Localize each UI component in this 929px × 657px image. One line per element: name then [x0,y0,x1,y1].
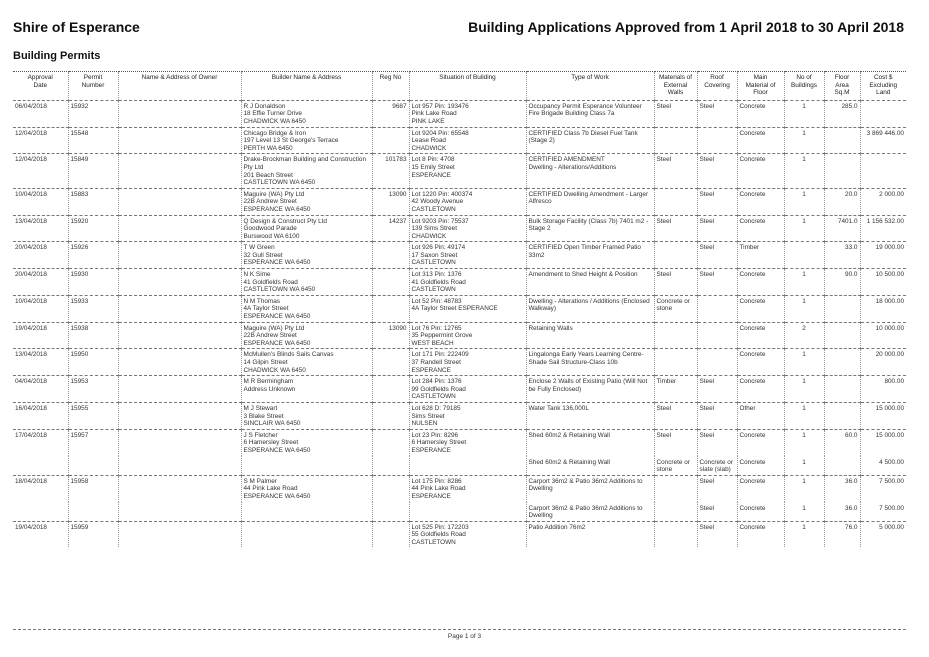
cell-type-of-work: Bulk Storage Facility (Class 7b) 7401 m2 - Stage 2 [526,215,654,242]
cell-floor: Concrete [737,269,784,296]
table-row [13,269,906,296]
permits-table [13,71,906,547]
cell-situation [409,456,526,476]
cell-walls [654,502,697,522]
cell-type-of-work: Lingalonga Early Years Learning Centre-Shade Sail Structure-Class 10b [526,349,654,376]
cell-type-of-work: Dwelling - Alterations / Additions (Enclosed Walkway) [526,295,654,322]
cell-buildings: 1 [784,154,824,188]
table-row [13,154,906,188]
cell-permit-number [68,502,118,522]
cell-situation: Lot 9204 Pin: 65548 Lease Road CHADWICK [409,127,526,154]
cell-owner [118,521,241,547]
table-row [13,322,906,349]
cell-buildings: 1 [784,376,824,403]
cell-buildings: 1 [784,429,824,455]
cell-reg-no: 13090 [372,322,409,349]
cell-cost [860,100,906,127]
cell-cost: 7 500.00 [860,502,906,522]
cell-situation: Lot 23 Pin: 8296 6 Hamersley Street ESPERANCE [409,429,526,455]
cell-walls: Concrete or stone [654,456,697,476]
col-header-builder: Builder Name & Address [241,72,372,101]
table-row [13,456,906,476]
cell-floor: Concrete [737,429,784,455]
cell-floor-area: 33.0 [824,242,860,269]
cell-walls: Timber [654,376,697,403]
cell-reg-no: 13090 [372,188,409,215]
cell-situation: Lot 957 Pin: 193476 Pink Lake Road PINK LAKE [409,100,526,127]
cell-walls: Steel [654,154,697,188]
cell-owner [118,376,241,403]
cell-builder: Maguire (WA) Pty Ltd 22B Andrew Street ESPERANCE WA 6450 [241,188,372,215]
cell-roof: Steel [697,475,737,501]
col-header-situation: Situation of Building [409,72,526,101]
cell-owner [118,242,241,269]
cell-owner [118,402,241,429]
cell-reg-no [372,127,409,154]
cell-builder: Chicago Bridge & Iron 197 Level 13 St George's Terrace PERTH WA 6450 [241,127,372,154]
cell-walls [654,127,697,154]
cell-buildings: 1 [784,349,824,376]
cell-permit-number: 15926 [68,242,118,269]
cell-owner [118,475,241,501]
cell-owner [118,269,241,296]
cell-roof: Steel [697,402,737,429]
cell-floor-area: 90.0 [824,269,860,296]
cell-cost: 3 869 446.00 [860,127,906,154]
cell-type-of-work: CERTIFIED Dwelling Amendment - Larger Alfresco [526,188,654,215]
cell-buildings: 1 [784,269,824,296]
cell-reg-no [372,475,409,501]
cell-cost: 20 000.00 [860,349,906,376]
cell-situation: Lot 926 Pin: 49174 17 Saxon Street CASTLETOWN [409,242,526,269]
cell-walls [654,521,697,547]
cell-walls: Concrete or stone [654,295,697,322]
cell-buildings: 1 [784,295,824,322]
cell-permit-number: 15883 [68,188,118,215]
cell-floor: Concrete [737,127,784,154]
cell-cost: 10 000.00 [860,322,906,349]
cell-buildings: 1 [784,502,824,522]
cell-cost [860,154,906,188]
cell-permit-number: 15932 [68,100,118,127]
cell-roof [697,349,737,376]
cell-permit-number: 15849 [68,154,118,188]
cell-reg-no [372,269,409,296]
cell-situation: Lot 175 Pin: 8286 44 Pink Lake Road ESPERANCE [409,475,526,501]
cell-roof [697,322,737,349]
cell-approval-date [13,456,68,476]
cell-builder: R J Donaldson 18 Effie Turner Drive CHADWICK WA 6450 [241,100,372,127]
cell-permit-number: 15957 [68,429,118,455]
cell-floor-area [824,322,860,349]
cell-cost: 19 000.00 [860,242,906,269]
cell-buildings [784,242,824,269]
cell-floor: Concrete [737,475,784,501]
cell-walls [654,188,697,215]
cell-buildings: 1 [784,188,824,215]
cell-approval-date: 06/04/2018 [13,100,68,127]
cell-cost: 4 500.00 [860,456,906,476]
cell-approval-date: 20/04/2018 [13,269,68,296]
table-row [13,215,906,242]
cell-builder [241,502,372,522]
table-row [13,429,906,455]
cell-permit-number [68,456,118,476]
cell-approval-date: 10/04/2018 [13,188,68,215]
table-row [13,376,906,403]
cell-situation: Lot 525 Pin: 172203 55 Goldfields Road CASTLETOWN [409,521,526,547]
cell-situation: Lot 8 Pin: 4708 15 Emily Street ESPERANCE [409,154,526,188]
cell-builder: J S Fletcher 6 Hamersley Street ESPERANCE WA 6450 [241,429,372,455]
cell-floor-area: 36.0 [824,475,860,501]
cell-type-of-work: Shed 60m2 & Retaining Wall [526,429,654,455]
cell-type-of-work: Water Tank 136,000L [526,402,654,429]
cell-builder: Maguire (WA) Pty Ltd 22B Andrew Street ESPERANCE WA 6450 [241,322,372,349]
table-row [13,475,906,501]
cell-permit-number: 15955 [68,402,118,429]
cell-type-of-work: Patio Addition 76m2 [526,521,654,547]
cell-owner [118,127,241,154]
col-header-walls: Materials of External Walls [654,72,697,101]
cell-floor-area: 285.0 [824,100,860,127]
cell-reg-no [372,376,409,403]
table-row [13,127,906,154]
cell-floor-area: 76.0 [824,521,860,547]
cell-walls: Steel [654,429,697,455]
cell-cost: 2 000.00 [860,188,906,215]
cell-reg-no [372,456,409,476]
cell-floor: Timber [737,242,784,269]
cell-cost: 7 500.00 [860,475,906,501]
cell-reg-no [372,429,409,455]
cell-buildings: 1 [784,215,824,242]
cell-floor: Concrete [737,154,784,188]
col-header-floor-area: Floor Area Sq.M [824,72,860,101]
cell-reg-no [372,349,409,376]
cell-approval-date: 20/04/2018 [13,242,68,269]
table-row [13,349,906,376]
cell-approval-date: 13/04/2018 [13,215,68,242]
col-header-owner: Name & Address of Owner [118,72,241,101]
cell-type-of-work: Enclose 2 Walls of Existing Patio (Will Not be Fully Enclosed) [526,376,654,403]
cell-floor: Concrete [737,322,784,349]
cell-floor-area: 36.0 [824,502,860,522]
cell-floor-area [824,127,860,154]
cell-walls [654,349,697,376]
cell-type-of-work: Carport 36m2 & Patio 36m2 Additions to Dwelling [526,475,654,501]
cell-permit-number: 15958 [68,475,118,501]
cell-type-of-work: Occupancy Permit Esperance Volunteer Fire Brigade Building Class 7a [526,100,654,127]
cell-owner [118,322,241,349]
cell-roof: Steel [697,215,737,242]
cell-situation: Lot 9203 Pin: 75537 139 Sims Street CHADWICK [409,215,526,242]
page-footer: Page 1 of 3 [447,633,482,640]
cell-roof: Steel [697,429,737,455]
cell-reg-no [372,402,409,429]
cell-type-of-work: Carport 36m2 & Patio 36m2 Additions to Dwelling [526,502,654,522]
cell-permit-number: 15953 [68,376,118,403]
cell-owner [118,188,241,215]
footer-rule [13,629,906,630]
cell-roof: Concrete or slate (slab) [697,456,737,476]
cell-cost: 800.00 [860,376,906,403]
cell-cost: 10 500.00 [860,269,906,296]
col-header-floor: Main Material of Floor [737,72,784,101]
cell-situation: Lot 171 Pin: 222409 37 Randell Street ESPERANCE [409,349,526,376]
cell-reg-no: 101783 [372,154,409,188]
cell-walls: Steel [654,402,697,429]
cell-approval-date [13,502,68,522]
cell-floor-area: 60.0 [824,429,860,455]
cell-reg-no [372,502,409,522]
cell-reg-no [372,521,409,547]
cell-floor-area [824,376,860,403]
table-row [13,188,906,215]
cell-situation: Lot 313 Pin: 1376 41 Goldfields Road CASTLETOWN [409,269,526,296]
cell-builder: McMullen's Blinds Sails Canvas 14 Gilpin Street CHADWICK WA 6450 [241,349,372,376]
cell-approval-date: 18/04/2018 [13,475,68,501]
cell-roof: Steel [697,242,737,269]
cell-builder: N K Sime 41 Goldfields Road CASTLETOWN WA 6450 [241,269,372,296]
cell-permit-number: 15548 [68,127,118,154]
cell-floor: Concrete [737,456,784,476]
report-title: Building Applications Approved from 1 April 2018 to 30 April 2018 [468,19,904,35]
cell-situation: Lot 628 D: 79185 Sims Street NULSEN [409,402,526,429]
cell-approval-date: 17/04/2018 [13,429,68,455]
cell-walls [654,322,697,349]
cell-reg-no: 9687 [372,100,409,127]
cell-buildings: 1 [784,475,824,501]
cell-roof: Steel [697,269,737,296]
cell-roof: Steel [697,100,737,127]
cell-type-of-work: CERTIFIED Open Timber Framed Patio 33m2 [526,242,654,269]
cell-walls: Steel [654,100,697,127]
cell-approval-date: 10/04/2018 [13,295,68,322]
cell-reg-no: 14237 [372,215,409,242]
cell-floor: Concrete [737,502,784,522]
table-row [13,242,906,269]
cell-approval-date: 04/04/2018 [13,376,68,403]
cell-reg-no [372,295,409,322]
table-row [13,402,906,429]
cell-floor: Concrete [737,188,784,215]
cell-type-of-work: Retaining Walls [526,322,654,349]
cell-floor: Concrete [737,215,784,242]
cell-situation: Lot 1220 Pin: 400374 42 Woody Avenue CASTLETOWN [409,188,526,215]
cell-floor: Concrete [737,295,784,322]
cell-builder [241,521,372,547]
cell-owner [118,429,241,455]
cell-approval-date: 19/04/2018 [13,322,68,349]
cell-buildings: 1 [784,456,824,476]
col-header-type-of-work: Type of Work [526,72,654,101]
cell-builder [241,456,372,476]
cell-cost: 15 000.00 [860,429,906,455]
cell-walls: Steel [654,215,697,242]
cell-roof [697,127,737,154]
cell-owner [118,349,241,376]
cell-builder: M J Stewart 3 Blake Street SINCLAIR WA 6450 [241,402,372,429]
cell-permit-number: 15938 [68,322,118,349]
cell-roof: Steel [697,376,737,403]
col-header-reg-no: Reg No [372,72,409,101]
section-title: Building Permits [13,50,101,62]
cell-buildings: 1 [784,402,824,429]
cell-floor: Concrete [737,376,784,403]
col-header-cost: Cost $ Excluding Land [860,72,906,101]
cell-situation: Lot 52 Pin: 48783 4A Taylor Street ESPERANCE [409,295,526,322]
cell-builder: M R Bermingham Address Unknown [241,376,372,403]
cell-cost: 5 000.00 [860,521,906,547]
cell-floor-area: 20.0 [824,188,860,215]
cell-permit-number: 15930 [68,269,118,296]
cell-cost: 18 000.00 [860,295,906,322]
cell-buildings: 1 [784,100,824,127]
cell-situation: Lot 284 Pin: 1376 99 Goldfields Road CASTLETOWN [409,376,526,403]
cell-buildings: 2 [784,322,824,349]
cell-permit-number: 15920 [68,215,118,242]
table-row [13,521,906,547]
cell-roof: Steel [697,188,737,215]
cell-owner [118,502,241,522]
cell-permit-number: 15933 [68,295,118,322]
cell-type-of-work: CERTIFIED Class 7b Diesel Fuel Tank (Stage 2) [526,127,654,154]
table-row [13,502,906,522]
cell-floor-area [824,349,860,376]
cell-roof: Steel [697,502,737,522]
cell-owner [118,456,241,476]
cell-floor-area [824,402,860,429]
cell-owner [118,100,241,127]
cell-type-of-work: Shed 60m2 & Retaining Wall [526,456,654,476]
cell-type-of-work: CERTIFIED AMENDMENT Dwelling - Alterations/Additions [526,154,654,188]
cell-reg-no [372,242,409,269]
cell-floor: Concrete [737,521,784,547]
cell-walls: Steel [654,269,697,296]
cell-floor-area [824,154,860,188]
cell-floor: Other [737,402,784,429]
cell-permit-number: 15959 [68,521,118,547]
cell-floor-area [824,456,860,476]
cell-type-of-work: Amendment to Shed Height & Position [526,269,654,296]
cell-builder: T W Green 32 Gull Street ESPERANCE WA 6450 [241,242,372,269]
table-row [13,295,906,322]
cell-roof: Steel [697,521,737,547]
cell-builder: Q Design & Construct Pty Ltd Goodwood Parade Burswood WA 6100 [241,215,372,242]
cell-builder: S M Palmer 44 Pink Lake Road ESPERANCE WA 6450 [241,475,372,501]
cell-approval-date: 16/04/2018 [13,402,68,429]
cell-owner [118,215,241,242]
col-header-approval-date: Approval Date [13,72,68,101]
cell-builder: N M Thomas 4A Taylor Street ESPERANCE WA 6450 [241,295,372,322]
cell-roof [697,295,737,322]
table-row [13,100,906,127]
cell-builder: Drake-Brockman Building and Construction Pty Ltd 201 Beach Street CASTLETOWN WA 6450 [241,154,372,188]
cell-approval-date: 19/04/2018 [13,521,68,547]
cell-floor-area: 7401.0 [824,215,860,242]
cell-walls [654,475,697,501]
cell-approval-date: 13/04/2018 [13,349,68,376]
cell-situation: Lot 76 Pin: 12765 35 Peppermint Grove WEST BEACH [409,322,526,349]
cell-buildings: 1 [784,521,824,547]
cell-permit-number: 15950 [68,349,118,376]
cell-floor: Concrete [737,349,784,376]
cell-approval-date: 12/04/2018 [13,127,68,154]
cell-situation [409,502,526,522]
cell-walls [654,242,697,269]
org-title: Shire of Esperance [13,19,140,35]
cell-cost: 1 156 532.00 [860,215,906,242]
cell-approval-date: 12/04/2018 [13,154,68,188]
cell-floor: Concrete [737,100,784,127]
col-header-roof: Roof Covering [697,72,737,101]
col-header-permit-number: Permit Number [68,72,118,101]
cell-roof: Steel [697,154,737,188]
cell-floor-area [824,295,860,322]
cell-buildings: 1 [784,127,824,154]
col-header-buildings: No of Buildings [784,72,824,101]
cell-owner [118,154,241,188]
cell-cost: 15 000.00 [860,402,906,429]
header-row [13,72,906,101]
cell-owner [118,295,241,322]
